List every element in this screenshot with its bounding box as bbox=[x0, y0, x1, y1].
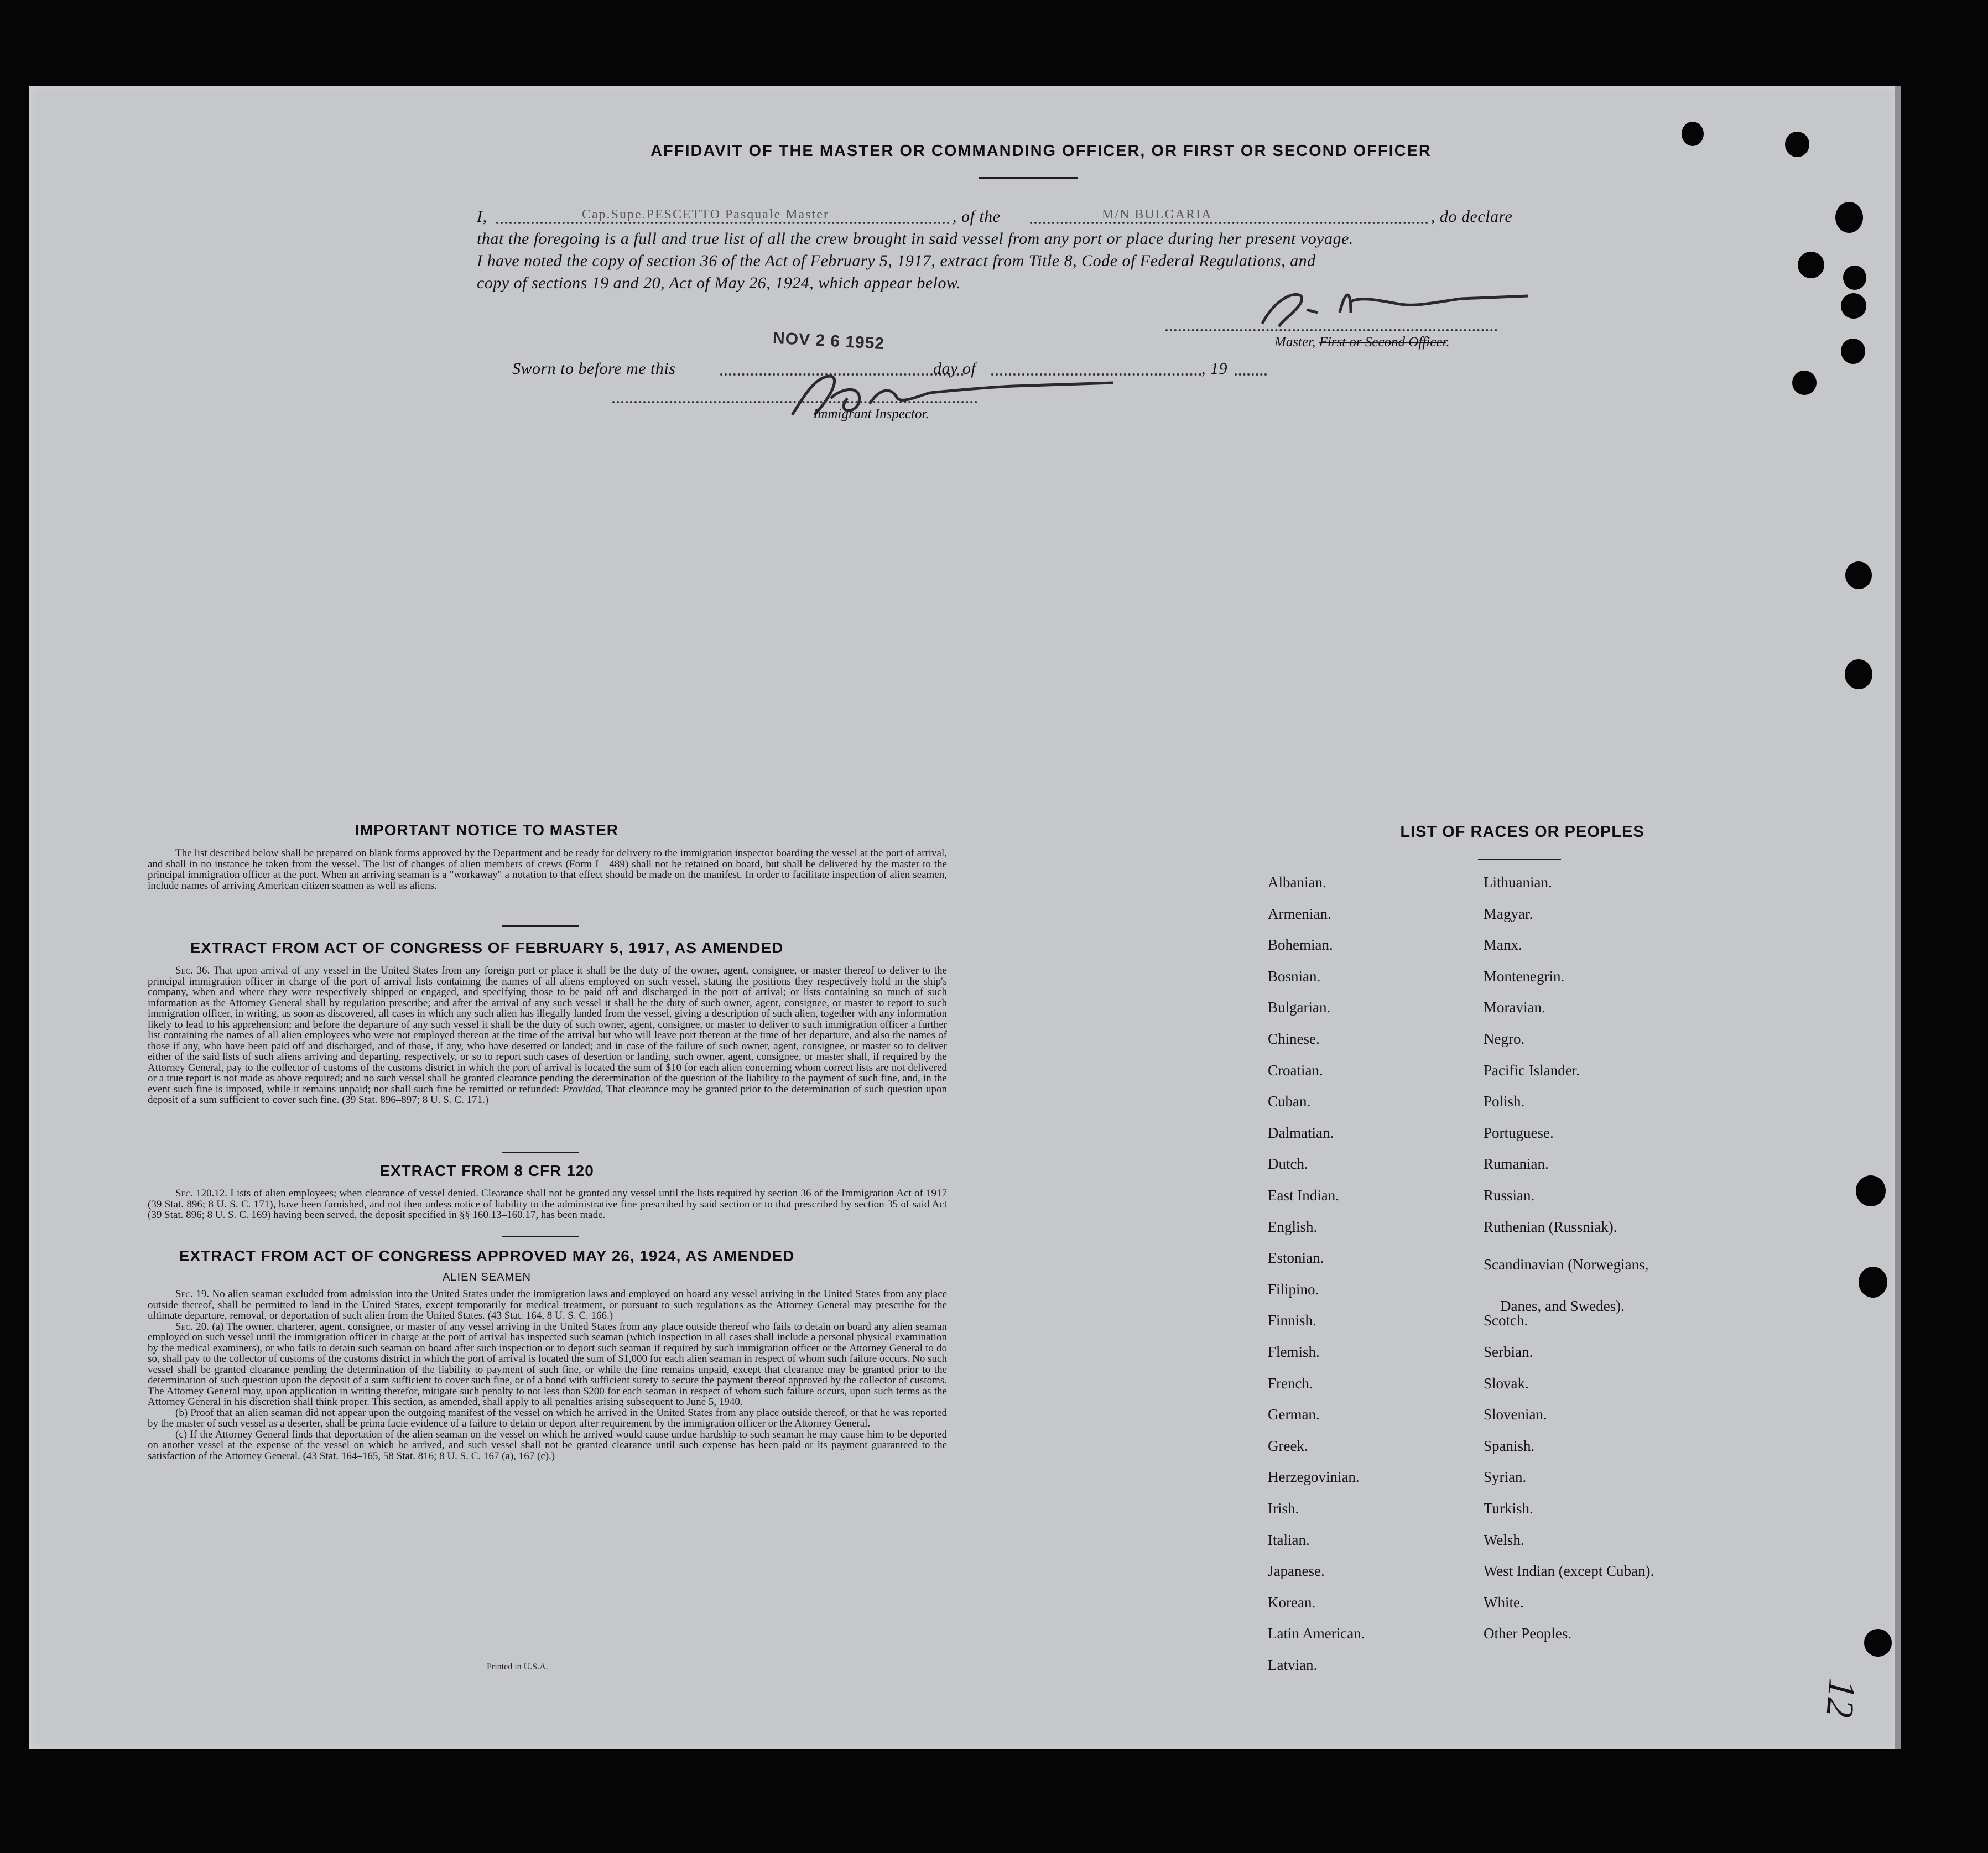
race-right-item: Scandinavian (Norwegians, bbox=[1484, 1256, 1649, 1273]
race-left-item: Italian. bbox=[1268, 1531, 1310, 1548]
extract3-sec20a bbox=[148, 1321, 947, 1408]
punch-hole bbox=[1835, 202, 1863, 233]
race-left-item: Latvian. bbox=[1268, 1657, 1318, 1673]
sworn-day-of-label: day of bbox=[933, 360, 976, 378]
race-right-item: Portuguese. bbox=[1484, 1124, 1554, 1141]
extract1-text-b: That clearance may be granted prior to the determination of such question upon deposit of a sum sufficient to cover such fine. (39 Stat. 896–897; 8 U. S. C. 171.) bbox=[148, 1083, 947, 1106]
notice-rule bbox=[502, 925, 579, 926]
race-right-item: Slovak. bbox=[1484, 1375, 1529, 1392]
extract3-sec19-label: Sec. 19. bbox=[175, 1288, 210, 1300]
race-right-item: Russian. bbox=[1484, 1187, 1535, 1204]
signature-caption-suffix: . bbox=[1446, 335, 1450, 350]
printed-in-usa: Printed in U.S.A. bbox=[487, 1662, 548, 1672]
race-left-item: Greek. bbox=[1268, 1437, 1308, 1454]
extract2-rule bbox=[502, 1236, 579, 1237]
punch-hole bbox=[1859, 1267, 1887, 1298]
affidavit-page bbox=[29, 86, 1896, 1749]
race-right-item: Turkish. bbox=[1484, 1500, 1533, 1517]
race-left-item: German. bbox=[1268, 1406, 1320, 1423]
race-right-item: Serbian. bbox=[1484, 1344, 1533, 1360]
punch-hole bbox=[1785, 132, 1809, 157]
signature-caption-struck: First or Second Officer bbox=[1319, 335, 1446, 350]
extract3-title: EXTRACT FROM ACT OF CONGRESS APPROVED MAY 26, 1924, AS AMENDED bbox=[179, 1247, 795, 1264]
race-left-item: Irish. bbox=[1268, 1500, 1299, 1517]
race-right-item: Pacific Islander. bbox=[1484, 1061, 1580, 1079]
race-right-item: Ruthenian (Russniak). bbox=[1484, 1218, 1617, 1235]
extract3-sec20c: (c) If the Attorney General finds that deportation of the alien seaman on the vessel on which he arrived would cause undue hardship to such seaman he may cause him to be deported on another vessel at the expense of the vessel on which he arrived, and such vessel shall not be granted clearance until such expense has been paid or its payment guaranteed to the satisfaction of the Attorney General. (43 Stat. 164–165, 58 Stat. 816; 8 U. S. C. 167 (a), 167 (c).) bbox=[148, 1428, 947, 1462]
races-title: LIST OF RACES OR PEOPLES bbox=[1400, 823, 1644, 841]
vessel-name-field: M/N BULGARIA bbox=[1102, 207, 1212, 222]
race-left-item: Herzegovinian. bbox=[1268, 1469, 1360, 1486]
race-right-item: Montenegrin. bbox=[1484, 967, 1565, 985]
race-right-item: Danes, and Swedes). bbox=[1500, 1297, 1625, 1314]
race-right-item: Negro. bbox=[1484, 1030, 1525, 1047]
punch-hole bbox=[1841, 339, 1865, 364]
race-left-item: French. bbox=[1268, 1375, 1313, 1392]
notice-text: The list described below shall be prepared on blank forms approved by the Department and be ready for delivery to the immigration inspector boarding the vessel at the port of arrival, and shall in no instance be taken from the vessel. The list of changes of alien members of crews (Form I—489) shall not be retained on board, but shall be delivered by the master to the principal immigration officer at the port. When an arriving seaman is a "workaway" a notation to that effect should be made on the manifest. In order to facilitate inspection of alien seamen, include names of arriving American citizen seamen as well as aliens. bbox=[148, 847, 947, 892]
sworn-year-label: , 19 bbox=[1201, 360, 1227, 378]
extract2-text: Lists of alien employees; when clearance of vessel denied. Clearance shall not be granted any vessel until the lists required by section 36 of the Immigration Act of 1917 (39 Stat. 896; 8 U. S. C. 171), have been furnished, and not then unless notice of liability to the administrative fine prescribed by said section or to that prescribed by section 35 of said Act (39 Stat. 896; 8 U. S. C. 169) having been served, the deposit specified in §§ 160.13–160.17, has been made. bbox=[148, 1188, 948, 1221]
declaration-line-2: that the foregoing is a full and true list of all the crew brought in said vessel from any port or place during her present voyage. bbox=[477, 230, 1354, 248]
race-right-item: Other Peoples. bbox=[1484, 1625, 1571, 1642]
punch-hole bbox=[1864, 1629, 1892, 1657]
race-left-item: English. bbox=[1268, 1218, 1318, 1235]
race-left-item: Dutch. bbox=[1268, 1155, 1308, 1173]
title-rule bbox=[979, 177, 1078, 179]
declaration-i-label: I, bbox=[477, 207, 487, 226]
extract3-sec20-label: Sec. 20. bbox=[175, 1320, 209, 1333]
race-left-item: Estonian. bbox=[1268, 1250, 1324, 1267]
declaration-do-declare-label: , do declare bbox=[1431, 207, 1513, 226]
inspector-caption: Immigrant Inspector. bbox=[813, 407, 929, 421]
sworn-year-line bbox=[1235, 373, 1267, 376]
race-left-item: Bosnian. bbox=[1268, 967, 1321, 985]
extract1-rule bbox=[502, 1152, 579, 1153]
race-right-item: Scotch. bbox=[1484, 1312, 1528, 1329]
race-left-item: Bulgarian. bbox=[1268, 999, 1331, 1016]
race-right-item: Slovenian. bbox=[1484, 1406, 1547, 1423]
punch-hole bbox=[1856, 1175, 1886, 1206]
race-right-item: Lithuanian. bbox=[1484, 874, 1552, 891]
declaration-of-the-label: , of the bbox=[953, 207, 1001, 226]
race-right-item: West Indian (except Cuban). bbox=[1484, 1563, 1654, 1580]
punch-hole bbox=[1682, 122, 1704, 146]
race-left-item: East Indian. bbox=[1268, 1187, 1339, 1204]
handwritten-page-number: 12 bbox=[1818, 1677, 1864, 1720]
race-left-item: Chinese. bbox=[1268, 1030, 1320, 1047]
extract1-title: EXTRACT FROM ACT OF CONGRESS OF FEBRUARY 5, 1917, AS AMENDED bbox=[190, 939, 784, 956]
extract1-provided-label: Provided, bbox=[562, 1083, 603, 1095]
race-right-item: Manx. bbox=[1484, 936, 1522, 954]
race-left-item: Albanian. bbox=[1268, 874, 1326, 891]
extract1-text-a: That upon arrival of any vessel in the United States from any foreign port or place it shall be the duty of the owner, agent, consignee, or master thereof to deliver to the principal immigration officer in charge of the port of arrival lists containing the names of all aliens employed on such vessel, stating the positions they respectively hold in the ship's company, when and where they were respectively shipped or engaged, and specifying those to be paid off and discharged in the port of arrival; or lists containing so much of such information as the Attorney General shall by regulation prescribe; and after the arrival of any such vessel it shall be the duty of such owner, agent, consignee, or master to report to such immigration officer, in writing, as soon as discovered, all cases in which any such alien has illegally landed from the vessel, giving a description of such alien, together with any information likely to lead to his apprehension; and before the departure of any such vessel it shall be the duty of such owner, agent, consignee, or master to deliver to such immigration officer a further list containing the names of all alien employees who were not employed thereon at the time of the arrival but who will leave port thereon at the time of her departure, and also the names of those if any, who have been paid off and discharged, and of those, if any, who have deserted or landed; and in case of the failure of such owner, agent, consignee, or master so to deliver either of the said lists of such aliens arriving and departing, respectively, or so to report such cases of desertion or landing, such owner, agent, consignee, or master shall, if required by the Attorney General, pay to the collector of customs of the customs district in which the port of arrival is located the sum of $10 for each alien concerning whom correct lists are not delivered or a true report is not made as above required; and no such vessel shall be granted clearance pending the determination of the question of the liability to the payment of such fine, and, in the event such fine is imposed, while it remains unpaid; nor shall such fine be remitted or refunded: bbox=[148, 965, 947, 1095]
race-right-item: Spanish. bbox=[1484, 1437, 1535, 1454]
extract1-body bbox=[148, 965, 947, 1106]
extract2-section-label: Sec. 120.12. bbox=[175, 1188, 228, 1199]
master-name-field: Cap.Supe.PESCETTO Pasquale Master bbox=[582, 207, 829, 222]
extract2-title: EXTRACT FROM 8 CFR 120 bbox=[379, 1162, 594, 1179]
extract3-sec20a-text: (a) The owner, charterer, agent, consignee, or master of any vessel arriving in the United States from any place outside thereof who fails to detain on board any alien seaman employed on such vessel until the immigration officer in charge at the port of arrival has inspected such seaman (which inspection in all cases shall include a personal physical examination by the medical examiners), or who fails to detain such seaman on board after such inspection or to deport such seaman if required by such immigration officer or the Attorney General to do so, shall pay to the collector of customs of the customs district in which the port of arrival is located the sum of $1,000 for each alien seaman in respect of whom such failure occurs. No such vessel shall be granted clearance pending the determination of the liability to payment of such fine, or while the fine remains unpaid, except that clearance may be granted prior to the determination of such question upon the deposit of a sum sufficient to cover such fine, or of a bond with sufficient surety to secure the payment thereof approved by the collector of customs. The Attorney General may, upon application in writing therefor, mitigate such penalty to not less than $200 for each seaman in respect of whom such failure occurs, upon such terms as the Attorney General in his discretion shall think proper. This section, as amended, shall apply to all penalties arising subsequent to June 5, 1940. bbox=[148, 1320, 948, 1408]
punch-hole bbox=[1841, 293, 1866, 319]
race-left-item: Korean. bbox=[1268, 1594, 1316, 1611]
extract3-sec19 bbox=[148, 1289, 947, 1321]
affidavit-title: AFFIDAVIT OF THE MASTER OR COMMANDING OFFICER, OR FIRST OR SECOND OFFICER bbox=[650, 142, 1432, 160]
race-left-item: Bohemian. bbox=[1268, 936, 1333, 954]
inspector-signature-line bbox=[612, 401, 977, 403]
races-rule bbox=[1478, 859, 1561, 860]
signature-caption-prefix: Master, bbox=[1274, 335, 1319, 350]
extract3-sec19-text: No alien seaman excluded from admission into the United States under the immigration laws and employed on board any vessel arriving in the United States from any place outside thereof, shall be permitted to land in the United States, except temporarily for medical treatment, or pursuant to such regulations as the Attorney General may prescribe for the ultimate departure, removal, or deportation of such alien from the United States. (43 Stat. 164, 8 U. S. C. 166.) bbox=[148, 1288, 948, 1321]
extract3-subtitle: ALIEN SEAMEN bbox=[443, 1271, 531, 1283]
race-left-item: Croatian. bbox=[1268, 1061, 1323, 1079]
received-date-stamp: NOV 2 6 1952 bbox=[772, 329, 885, 353]
extract3-body bbox=[148, 1289, 947, 1461]
extract3-sec20b: (b) Proof that an alien seaman did not appear upon the outgoing manifest of the vessel on which he arrived in the United States from any place outside thereof, or that he was reported by the master of such vessel as a deserter, shall be prima facie evidence of a failure to detain or deport after requirement by the immigration officer or the Attorney General. bbox=[148, 1407, 947, 1429]
punch-hole bbox=[1792, 371, 1817, 395]
race-right-item: Syrian. bbox=[1484, 1469, 1527, 1486]
punch-hole bbox=[1845, 561, 1872, 589]
declaration-line-4: copy of sections 19 and 20, Act of May 26, 1924, which appear below. bbox=[477, 274, 961, 292]
race-left-item: Japanese. bbox=[1268, 1563, 1325, 1580]
notice-title: IMPORTANT NOTICE TO MASTER bbox=[355, 821, 619, 839]
race-right-item: Moravian. bbox=[1484, 999, 1545, 1016]
vessel-name-line bbox=[1030, 222, 1428, 224]
race-left-item: Latin American. bbox=[1268, 1625, 1365, 1642]
extract1-section-label: Sec. 36. bbox=[175, 965, 210, 976]
race-right-item: Welsh. bbox=[1484, 1531, 1524, 1548]
race-left-item: Cuban. bbox=[1268, 1093, 1311, 1110]
punch-hole bbox=[1843, 266, 1866, 290]
race-right-item: White. bbox=[1484, 1594, 1524, 1611]
race-right-item: Magyar. bbox=[1484, 905, 1533, 922]
extract2-body bbox=[148, 1188, 947, 1221]
race-left-item: Finnish. bbox=[1268, 1312, 1316, 1329]
master-signature bbox=[1240, 279, 1555, 335]
declaration-line-3: I have noted the copy of section 36 of the Act of February 5, 1917, extract from Title 8, Code of Federal Regulations, and bbox=[477, 252, 1316, 270]
punch-hole bbox=[1845, 659, 1872, 689]
race-left-item: Filipino. bbox=[1268, 1281, 1319, 1298]
sworn-prefix: Sworn to before me this bbox=[512, 360, 676, 378]
master-signature-line bbox=[1165, 329, 1497, 331]
race-right-item: Polish. bbox=[1484, 1093, 1525, 1110]
signature-caption bbox=[1274, 335, 1450, 350]
race-left-item: Armenian. bbox=[1268, 905, 1331, 922]
race-right-item: Rumanian. bbox=[1484, 1155, 1549, 1173]
race-left-item: Flemish. bbox=[1268, 1344, 1320, 1360]
race-left-item: Dalmatian. bbox=[1268, 1124, 1334, 1141]
punch-hole bbox=[1798, 252, 1824, 278]
